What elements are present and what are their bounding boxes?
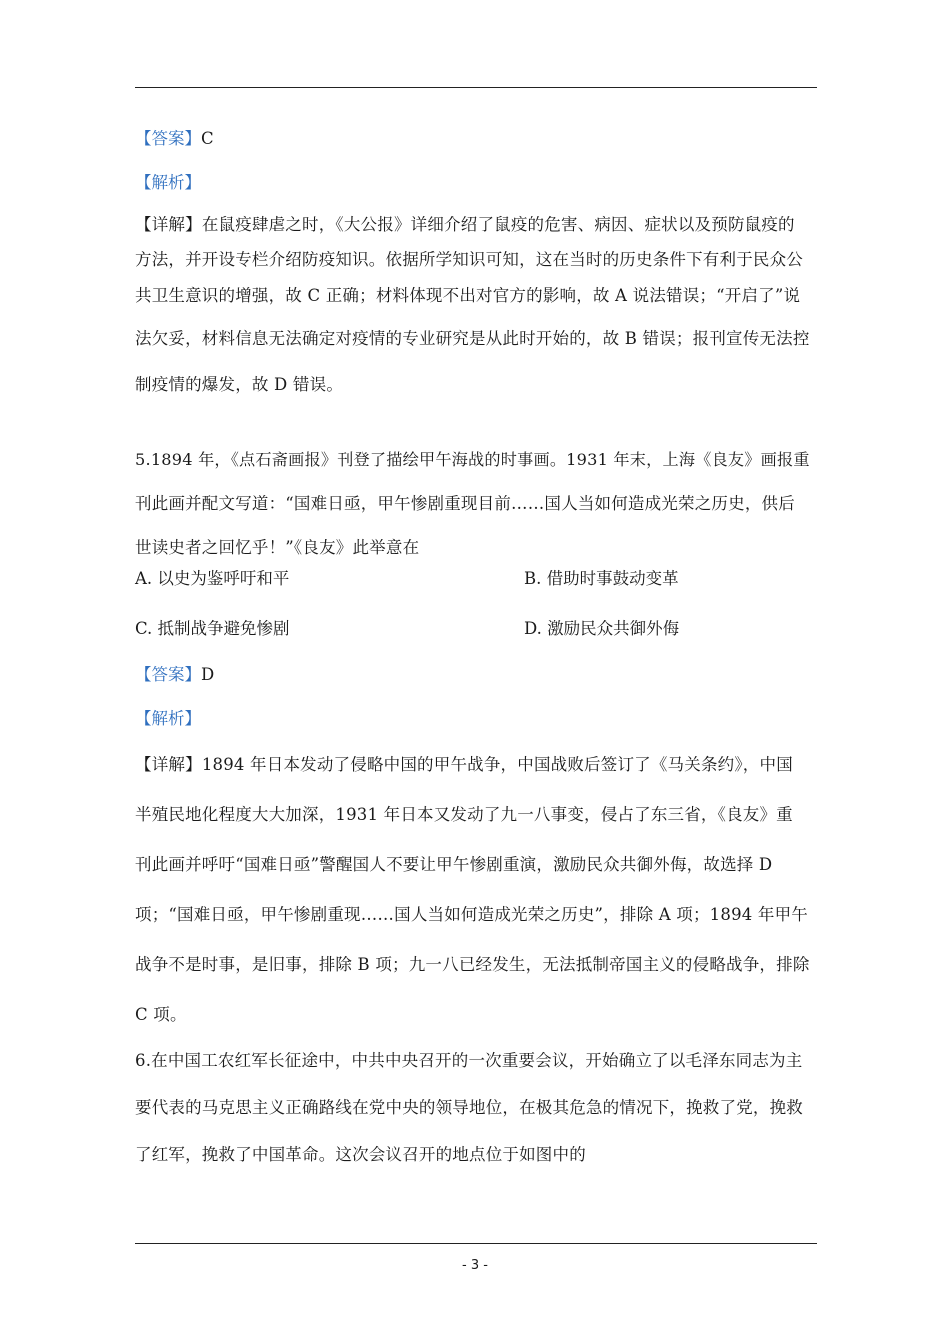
analysis-tag: 【解析】 [135, 709, 201, 728]
stem-line: 5.1894 年，《点石斋画报》刊登了描绘甲午海战的时事画。1931 年末，上海《良友》画报重 [135, 450, 810, 469]
stem-line: 了红军，挽救了中国革命。这次会议召开的地点位于如图中的 [135, 1145, 586, 1164]
option-d: D. 激励民众共御外侮 [524, 619, 680, 638]
answer-tag: 【答案】 [135, 129, 201, 148]
detail-line: 半殖民地化程度大大加深，1931 年日本又发动了九一八事变，侵占了东三省，《良友》重 [135, 805, 793, 824]
detail-tag: 【详解】 [135, 755, 202, 774]
page-number: - 3 - [462, 1258, 488, 1273]
q4-answer [135, 128, 817, 150]
detail-line: 共卫生意识的增强，故 C 正确；材料体现不出对官方的影响，故 A 说法错误；“开启了”说 [135, 286, 801, 305]
q4-detail [135, 207, 817, 407]
option-a: A. 以史为鉴呼吁和平 [135, 569, 290, 588]
detail-line: 战争不是时事，是旧事，排除 B 项；九一八已经发生，无法抵制帝国主义的侵略战争，排除 [135, 955, 810, 974]
header-rule [135, 87, 817, 88]
q6-stem [135, 1037, 817, 1178]
answer-tag: 【答案】 [135, 665, 201, 684]
footer-rule [135, 1243, 817, 1244]
q5-answer [135, 664, 817, 686]
detail-tag: 【详解】 [135, 215, 202, 234]
q4-analysis-heading [135, 172, 817, 194]
detail-line: 刊此画并呼吁“国难日亟”警醒国人不要让甲午惨剧重演，激励民众共御外侮，故选择 D [135, 855, 773, 874]
option-c: C. 抵制战争避免惨剧 [135, 619, 290, 638]
q5-detail [135, 740, 817, 1040]
detail-line: 方法，并开设专栏介绍防疫知识。依据所学知识可知，这在当时的历史条件下有利于民众公 [135, 250, 803, 269]
analysis-tag: 【解析】 [135, 173, 201, 192]
detail-line: 【详解】在鼠疫肆虐之时，《大公报》详细介绍了鼠疫的危害、病因、症状以及预防鼠疫的 [135, 215, 795, 234]
stem-line: 6.在中国工农红军长征途中，中共中央召开的一次重要会议，开始确立了以毛泽东同志为主 [135, 1051, 803, 1070]
stem-line: 刊此画并配文写道：“国难日亟，甲午惨剧重现目前……国人当如何造成光荣之历史，供后 [135, 494, 795, 513]
stem-line: 世读史者之回忆乎！”《良友》此举意在 [135, 538, 420, 557]
q5-analysis-heading [135, 708, 817, 730]
q5-stem [135, 438, 817, 570]
stem-line: 要代表的马克思主义正确路线在党中央的领导地位，在极其危急的情况下，挽救了党，挽救 [135, 1098, 803, 1117]
detail-line: 项；“国难日亟，甲午惨剧重现……国人当如何造成光荣之历史”，排除 A 项；1894 年甲午 [135, 905, 809, 924]
detail-line: C 项。 [135, 1005, 187, 1024]
detail-line: 制疫情的爆发，故 D 错误。 [135, 375, 344, 394]
detail-line: 法欠妥，材料信息无法确定对疫情的专业研究是从此时开始的，故 B 错误；报刊宣传无法控 [135, 329, 810, 348]
option-b: B. 借助时事鼓动变革 [524, 569, 679, 588]
answer-value: C [201, 129, 214, 148]
answer-value: D [201, 665, 215, 684]
detail-line: 【详解】1894 年日本发动了侵略中国的甲午战争，中国战败后签订了《马关条约》，中国 [135, 755, 793, 774]
